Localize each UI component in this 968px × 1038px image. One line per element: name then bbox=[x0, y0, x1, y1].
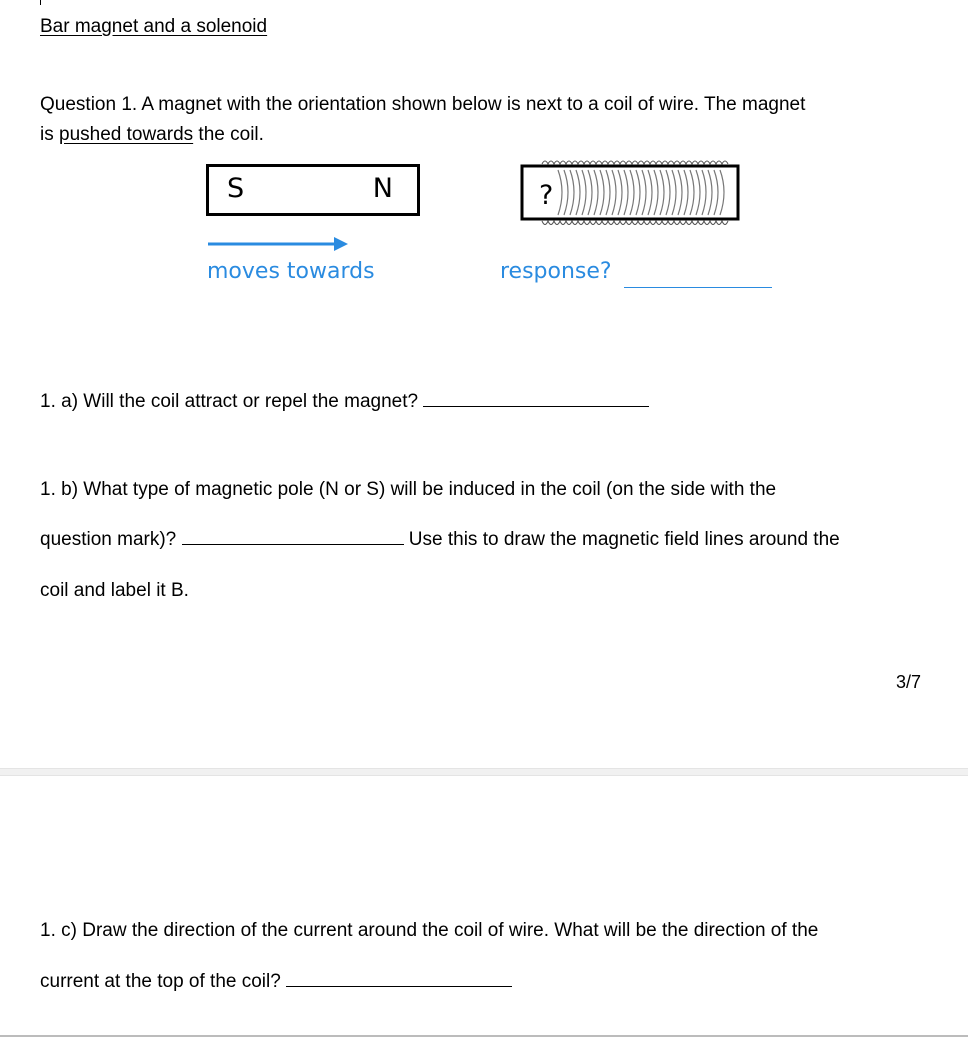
question-1-line-1: Question 1. A magnet with the orientation shown below is next to a coil of wire. The magnet bbox=[40, 94, 806, 115]
question-1b-answer-blank[interactable] bbox=[182, 528, 404, 545]
question-1b-line-3: coil and label it B. bbox=[40, 580, 189, 601]
question-1c-answer-blank[interactable] bbox=[286, 970, 512, 987]
question-1b-line-2 bbox=[40, 528, 840, 551]
motion-arrow bbox=[206, 234, 352, 254]
coil-question-mark: ? bbox=[539, 180, 554, 211]
question-1c-text: current at the top of the coil? bbox=[40, 971, 281, 992]
question-1c-line-1: 1. c) Draw the direction of the current around the coil of wire. What will be the direction of the bbox=[40, 920, 819, 941]
pushed-towards-emphasis: pushed towards bbox=[59, 124, 194, 145]
question-1a bbox=[40, 390, 649, 413]
page-break bbox=[0, 768, 968, 776]
coil-bottom-loops bbox=[542, 221, 728, 225]
page-edge-tick bbox=[40, 0, 41, 5]
motion-arrow-head bbox=[334, 237, 348, 251]
magnet-south-pole: S bbox=[227, 173, 245, 204]
question-1b-line-1: 1. b) What type of magnetic pole (N or S) will be induced in the coil (on the side with the bbox=[40, 479, 777, 500]
moves-towards-label: moves towards bbox=[207, 259, 375, 284]
bottom-divider bbox=[0, 1035, 968, 1037]
response-answer-blank[interactable] bbox=[624, 287, 772, 288]
question-1-line-2-suffix: the coil. bbox=[193, 124, 264, 145]
response-label: response? bbox=[500, 259, 612, 284]
question-1a-text: 1. a) Will the coil attract or repel the magnet? bbox=[40, 391, 419, 412]
question-1c-line-2 bbox=[40, 970, 512, 993]
page-title: Bar magnet and a solenoid bbox=[40, 16, 268, 37]
question-1-line-2-prefix: is bbox=[40, 124, 59, 145]
question-1-line-2 bbox=[40, 124, 264, 146]
page-number: 3/7 bbox=[896, 672, 922, 692]
coil-solenoid bbox=[518, 158, 742, 228]
question-1b-suffix: Use this to draw the magnetic field lines around the bbox=[408, 529, 840, 550]
coil-top-loops bbox=[542, 161, 728, 164]
question-1b-prefix: question mark)? bbox=[40, 529, 177, 550]
question-1a-answer-blank[interactable] bbox=[423, 390, 649, 407]
bar-magnet bbox=[206, 164, 420, 216]
magnet-north-pole: N bbox=[372, 173, 393, 204]
